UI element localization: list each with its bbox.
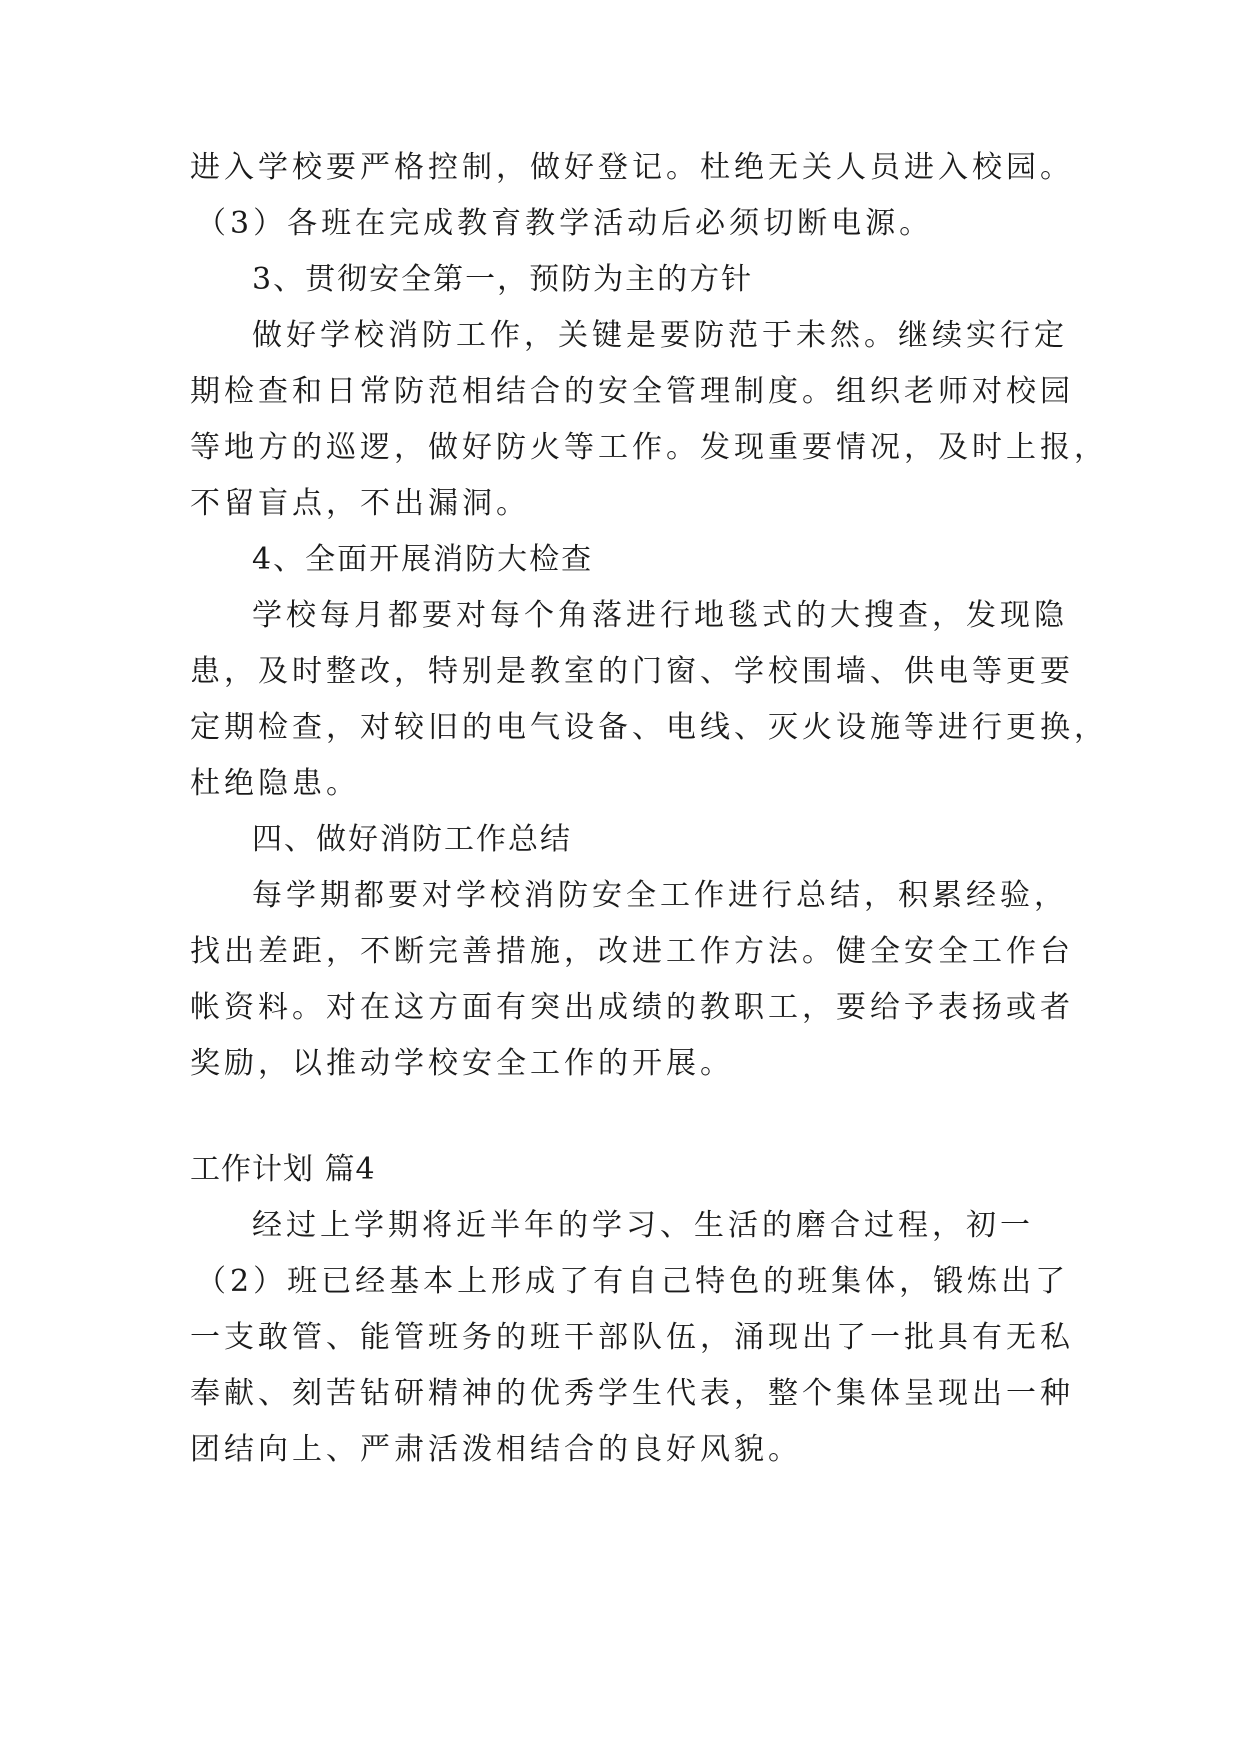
paragraph-line: 杜绝隐患。 [190, 766, 360, 801]
section-heading: 4、全面开展消防大检查 [252, 542, 594, 577]
paragraph-line: 每学期都要对学校消防安全工作进行总结，积累经验， [252, 878, 1068, 913]
paragraph-line: 一支敢管、能管班务的班干部队伍，涌现出了一批具有无私 [190, 1320, 1074, 1355]
paragraph-line: 定期检查，对较旧的电气设备、电线、灭火设施等进行更换， [190, 710, 1108, 745]
paragraph-line: 经过上学期将近半年的学习、生活的磨合过程，初一 [252, 1208, 1034, 1243]
paragraph-line: 进入学校要严格控制，做好登记。杜绝无关人员进入校园。 [190, 150, 1074, 185]
paragraph-line: 奉献、刻苦钻研精神的优秀学生代表，整个集体呈现出一种 [190, 1376, 1074, 1411]
paragraph-line: （3）各班在完成教育教学活动后必须切断电源。 [196, 206, 934, 241]
paragraph-line: 团结向上、严肃活泼相结合的良好风貌。 [190, 1432, 802, 1467]
paragraph-line: 学校每月都要对每个角落进行地毯式的大搜查，发现隐 [252, 598, 1068, 633]
paragraph-line: 找出差距，不断完善措施，改进工作方法。健全安全工作台 [190, 934, 1074, 969]
paragraph-line: 患，及时整改，特别是教室的门窗、学校围墙、供电等更要 [190, 654, 1074, 689]
paragraph-line: 期检查和日常防范相结合的安全管理制度。组织老师对校园 [190, 374, 1074, 409]
article-title: 工作计划 篇4 [190, 1152, 376, 1187]
paragraph-line: 帐资料。对在这方面有突出成绩的教职工，要给予表扬或者 [190, 990, 1074, 1025]
paragraph-line: 不留盲点，不出漏洞。 [190, 486, 530, 521]
paragraph-line: 奖励，以推动学校安全工作的开展。 [190, 1046, 734, 1081]
section-heading: 3、贯彻安全第一，预防为主的方针 [252, 262, 754, 297]
paragraph-line: （2）班已经基本上形成了有自己特色的班集体，锻炼出了 [196, 1264, 1070, 1299]
paragraph-line: 做好学校消防工作，关键是要防范于未然。继续实行定 [252, 318, 1068, 353]
paragraph-line: 等地方的巡逻，做好防火等工作。发现重要情况，及时上报， [190, 430, 1108, 465]
section-heading: 四、做好消防工作总结 [252, 822, 572, 857]
